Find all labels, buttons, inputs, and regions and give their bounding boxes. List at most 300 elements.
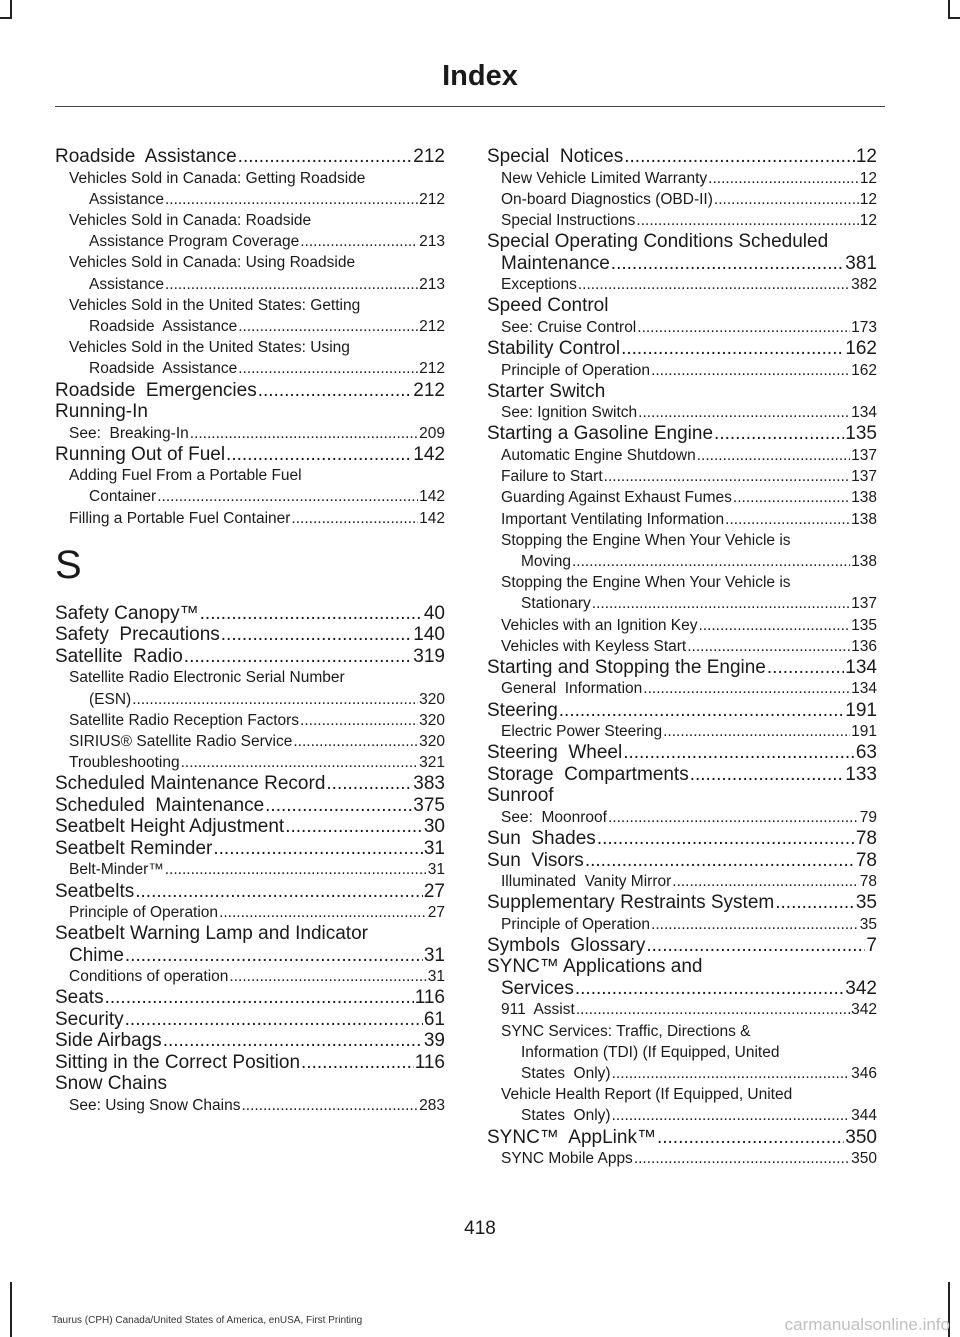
index-entry[interactable]: [55, 1073, 445, 1095]
index-subentry[interactable]: [487, 168, 877, 189]
dot-leader: [238, 146, 413, 168]
page-reference[interactable]: 137: [851, 468, 877, 486]
dot-leader: [238, 358, 418, 379]
index-subentry[interactable]: [487, 210, 877, 231]
entry-label: New Vehicle Limited Warranty: [501, 169, 708, 187]
page-reference[interactable]: 342: [845, 977, 877, 999]
entry-label: Conditions of operation: [69, 968, 229, 986]
entry-label: States Only): [521, 1107, 611, 1125]
entry-label: Vehicles Sold in Canada: Roadside: [69, 211, 312, 229]
index-subentry[interactable]: [487, 274, 877, 295]
page-reference[interactable]: 375: [413, 794, 445, 816]
crop-mark-top-left-horizontal: [0, 17, 12, 19]
index-entry[interactable]: [487, 935, 877, 957]
index-entry[interactable]: [55, 380, 445, 402]
entry-label: Seatbelts: [55, 880, 135, 902]
page-reference[interactable]: 12: [859, 190, 877, 208]
entry-label: Sitting in the Correct Position: [55, 1051, 301, 1073]
entry-label: Belt-Minder™: [69, 861, 164, 879]
dot-leader: [285, 816, 423, 838]
page-reference[interactable]: 12: [855, 146, 877, 167]
entry-label: Stopping the Engine When Your Vehicle is: [501, 574, 791, 592]
entry-label: Seatbelt Reminder: [55, 837, 213, 859]
section-letter: S: [55, 542, 82, 587]
entry-label: Steering Wheel: [487, 742, 623, 764]
index-subentry[interactable]: [487, 530, 877, 572]
dot-leader: [608, 807, 859, 828]
watermark: carmanualsonline.info: [784, 1315, 950, 1334]
entry-label: Starting and Stopping the Engine: [487, 656, 766, 678]
page-reference[interactable]: 31: [423, 837, 445, 859]
dot-leader: [132, 689, 418, 710]
index-subentry[interactable]: [487, 317, 877, 338]
dot-leader: [643, 678, 850, 699]
dot-leader: [638, 402, 850, 423]
index-entry[interactable]: [487, 742, 877, 764]
index-subentry[interactable]: [55, 859, 445, 880]
entry-label: See: Moonroof: [501, 808, 607, 826]
entry-label: General Information: [501, 680, 643, 698]
index-entry[interactable]: [487, 1127, 877, 1149]
page-reference[interactable]: 27: [427, 904, 445, 922]
index-entry[interactable]: [55, 646, 445, 668]
index-subentry[interactable]: [487, 487, 877, 508]
entry-label: Stability Control: [487, 338, 621, 360]
dot-leader: [165, 189, 418, 210]
entry-label: See: Using Snow Chains: [69, 1096, 241, 1114]
page-reference[interactable]: 213: [419, 233, 445, 251]
index-entry[interactable]: [55, 444, 445, 466]
page-reference[interactable]: 136: [851, 637, 877, 655]
index-entry[interactable]: [487, 956, 877, 999]
page-reference[interactable]: 135: [845, 423, 877, 445]
dot-leader: [200, 603, 423, 625]
entry-label: Roadside Assistance: [55, 146, 237, 167]
dot-leader: [621, 338, 844, 360]
page-reference[interactable]: 134: [851, 680, 877, 698]
index-subentry[interactable]: [55, 295, 445, 337]
index-entry[interactable]: [487, 381, 877, 403]
crop-mark-top-right-horizontal: [948, 17, 960, 19]
dot-leader: [775, 892, 855, 914]
page-reference[interactable]: 116: [414, 987, 445, 1009]
page-reference[interactable]: 138: [851, 552, 877, 570]
dot-leader: [229, 966, 426, 987]
entry-label: SIRIUS® Satellite Radio Service: [69, 732, 293, 750]
index-subentry[interactable]: [55, 752, 445, 773]
entry-label: Scheduled Maintenance: [55, 794, 265, 816]
dot-leader: [690, 764, 845, 786]
dot-leader: [646, 935, 865, 957]
index-column-right: [487, 146, 877, 1169]
dot-leader: [105, 987, 414, 1009]
dot-leader: [238, 316, 418, 337]
dot-leader: [611, 253, 845, 275]
entry-label: See: Cruise Control: [501, 318, 637, 336]
index-subentry[interactable]: [487, 871, 877, 892]
entry-label: Roadside Assistance: [89, 317, 238, 335]
dot-leader: [767, 657, 844, 679]
dot-leader: [301, 1052, 414, 1074]
page-reference[interactable]: 27: [423, 880, 445, 902]
entry-label: Satellite Radio: [55, 645, 183, 667]
index-entry[interactable]: [55, 987, 445, 1009]
index-subentry[interactable]: [487, 914, 877, 935]
index-subentry[interactable]: [55, 667, 445, 709]
dot-leader: [623, 742, 855, 764]
index-entry[interactable]: [55, 795, 445, 817]
page-reference[interactable]: 346: [851, 1065, 877, 1083]
dot-leader: [184, 646, 413, 668]
entry-label: SYNC™ Applications and: [487, 956, 703, 978]
edition-footer: Taurus (CPH) Canada/United States of America, enUSA, First Printing: [52, 1315, 363, 1326]
entry-label: Automatic Engine Shutdown: [501, 446, 696, 464]
page-reference[interactable]: 40: [423, 602, 445, 624]
dot-leader: [651, 914, 859, 935]
entry-label: Steering: [487, 699, 558, 721]
entry-label: Stopping the Engine When Your Vehicle is: [501, 531, 791, 549]
index-subentry[interactable]: [55, 168, 445, 210]
dot-leader: [634, 1148, 850, 1169]
entry-label: Assistance Program Coverage: [89, 233, 300, 251]
index-subentry[interactable]: [487, 1148, 877, 1169]
dot-leader: [293, 731, 418, 752]
index-subentry[interactable]: [55, 710, 445, 731]
index-entry[interactable]: [487, 295, 877, 317]
entry-label: Scheduled Maintenance Record: [55, 773, 326, 795]
entry-label: Starting a Gasoline Engine: [487, 423, 714, 445]
index-entry[interactable]: [55, 816, 445, 838]
entry-label: Sun Shades: [487, 828, 596, 850]
page-reference[interactable]: 319: [413, 645, 445, 667]
page-reference[interactable]: 212: [413, 379, 445, 401]
entry-label: Security: [55, 1008, 124, 1030]
entry-label: Special Notices: [487, 146, 624, 167]
page-reference[interactable]: 116: [414, 1051, 445, 1073]
index-subentry[interactable]: [55, 252, 445, 294]
index-subentry[interactable]: [55, 508, 445, 529]
dot-leader: [636, 210, 858, 231]
index-entry[interactable]: [55, 146, 445, 168]
page-number: 418: [464, 1218, 496, 1239]
index-subentry[interactable]: [487, 1084, 877, 1126]
index-column-left: [55, 146, 445, 1116]
entry-label: Stationary: [521, 595, 591, 613]
dot-leader: [258, 380, 413, 402]
page-reference[interactable]: 31: [427, 861, 445, 879]
dot-leader: [326, 773, 412, 795]
index-subentry[interactable]: [487, 999, 877, 1020]
entry-label: SYNC Mobile Apps: [501, 1150, 633, 1168]
index-entry[interactable]: [55, 923, 445, 966]
dot-leader: [714, 189, 859, 210]
page-reference[interactable]: 63: [855, 742, 877, 764]
page-reference[interactable]: 320: [419, 732, 445, 750]
entry-label: Satellite Radio Electronic Serial Number: [69, 669, 345, 687]
page-reference[interactable]: 138: [851, 489, 877, 507]
entry-label: Satellite Radio Reception Factors: [69, 711, 300, 729]
page-reference[interactable]: 212: [419, 190, 445, 208]
page-reference[interactable]: 350: [851, 1150, 877, 1168]
dot-leader: [219, 902, 427, 923]
dot-leader: [697, 445, 850, 466]
entry-label: Guarding Against Exhaust Fumes: [501, 489, 732, 507]
entry-label: Seatbelt Warning Lamp and Indicator: [55, 923, 368, 945]
page-reference[interactable]: 35: [859, 915, 877, 933]
dot-leader: [265, 795, 412, 817]
page-reference[interactable]: 212: [419, 317, 445, 335]
entry-label: 911 Assist: [501, 1001, 575, 1019]
index-entry[interactable]: [487, 146, 877, 168]
dot-leader: [572, 551, 850, 572]
index-subentry[interactable]: [487, 678, 877, 699]
page-reference[interactable]: 140: [413, 624, 445, 646]
dot-leader: [157, 486, 418, 507]
page-reference[interactable]: 320: [419, 711, 445, 729]
index-entry[interactable]: [55, 603, 445, 625]
dot-leader: [165, 274, 418, 295]
page-reference[interactable]: 212: [419, 360, 445, 378]
dot-leader: [575, 978, 844, 1000]
entry-label: Principle of Operation: [501, 361, 651, 379]
entry-label: Sun Visors: [487, 849, 584, 871]
page-reference[interactable]: 134: [851, 404, 877, 422]
page-reference[interactable]: 7: [866, 934, 877, 956]
dot-leader: [213, 838, 422, 860]
index-entry[interactable]: [55, 624, 445, 646]
index-subentry[interactable]: [487, 509, 877, 530]
entry-label: Seats: [55, 987, 104, 1009]
dot-leader: [300, 710, 418, 731]
page-reference[interactable]: 162: [851, 361, 877, 379]
entry-label: Assistance: [89, 190, 164, 208]
index-entry[interactable]: [487, 423, 877, 445]
dot-leader: [163, 1030, 423, 1052]
entry-label: Vehicles with Keyless Start: [501, 637, 687, 655]
entry-label: Container: [89, 488, 157, 506]
entry-label: Information (TDI) (If Equipped, United: [521, 1043, 780, 1061]
entry-label: Vehicle Health Report (If Equipped, United: [501, 1086, 793, 1104]
dot-leader: [221, 624, 413, 646]
page-reference[interactable]: 31: [423, 944, 445, 966]
entry-label: On-board Diagnostics (OBD-II): [501, 190, 713, 208]
entry-label: Vehicles Sold in Canada: Getting Roadside: [69, 169, 366, 187]
page-reference[interactable]: 321: [419, 754, 445, 772]
crop-mark-top-right-vertical: [948, 0, 950, 18]
entry-label: Assistance: [89, 275, 164, 293]
index-subentry[interactable]: [487, 402, 877, 423]
index-entry[interactable]: [487, 892, 877, 914]
index-entry[interactable]: [55, 838, 445, 860]
page-reference[interactable]: 78: [855, 849, 877, 871]
page-reference[interactable]: 138: [851, 510, 877, 528]
page-reference[interactable]: 342: [851, 1001, 877, 1019]
index-subentry[interactable]: [55, 210, 445, 252]
entry-label: Symbols Glossary: [487, 934, 646, 956]
dot-leader: [165, 859, 427, 880]
entry-label: SYNC Services: Traffic, Directions &: [501, 1022, 751, 1040]
page-reference[interactable]: 135: [851, 616, 877, 634]
index-subentry[interactable]: [55, 731, 445, 752]
page-title: Index: [442, 60, 518, 92]
index-subentry[interactable]: [55, 465, 445, 507]
page-reference[interactable]: 383: [413, 773, 445, 795]
index-entry[interactable]: [55, 773, 445, 795]
entry-label: Illuminated Vanity Mirror: [501, 873, 672, 891]
dot-leader: [300, 231, 418, 252]
dot-leader: [559, 700, 845, 722]
entry-label: Vehicles Sold in Canada: Using Roadside: [69, 254, 356, 272]
entry-label: Sunroof: [487, 785, 554, 807]
entry-label: Speed Control: [487, 295, 609, 317]
index-entry[interactable]: [55, 1052, 445, 1074]
entry-label: Seatbelt Height Adjustment: [55, 816, 285, 838]
dot-leader: [226, 444, 412, 466]
index-subentry[interactable]: [55, 966, 445, 987]
entry-label: Vehicles with an Ignition Key: [501, 616, 698, 634]
index-subentry[interactable]: [55, 423, 445, 444]
dot-leader: [181, 752, 419, 773]
page-reference[interactable]: 213: [419, 275, 445, 293]
crop-mark-bottom-left-vertical: [10, 1282, 12, 1337]
entry-label: See: Ignition Switch: [501, 404, 638, 422]
page-reference[interactable]: 344: [851, 1107, 877, 1125]
page-reference[interactable]: 79: [859, 808, 877, 826]
entry-label: Important Ventilating Information: [501, 510, 725, 528]
dot-leader: [651, 360, 850, 381]
entry-label: Safety Canopy™: [55, 602, 199, 624]
index-entry[interactable]: [487, 850, 877, 872]
dot-leader: [190, 423, 418, 444]
entry-label: Roadside Emergencies: [55, 379, 257, 401]
header-divider: [55, 106, 885, 107]
index-subentry[interactable]: [487, 360, 877, 381]
index-subentry[interactable]: [487, 189, 877, 210]
page-reference[interactable]: 283: [419, 1096, 445, 1114]
dot-leader: [657, 1127, 844, 1149]
page-reference[interactable]: 350: [845, 1126, 877, 1148]
page-reference[interactable]: 78: [859, 873, 877, 891]
index-subentry[interactable]: [487, 466, 877, 487]
crop-mark-top-left-vertical: [10, 0, 12, 18]
page-reference[interactable]: 209: [419, 424, 445, 442]
page-reference[interactable]: 134: [845, 656, 877, 678]
dot-leader: [733, 487, 850, 508]
page-reference[interactable]: 30: [423, 816, 445, 838]
index-entry[interactable]: [55, 1030, 445, 1052]
entry-label: Principle of Operation: [69, 904, 219, 922]
dot-leader: [585, 850, 855, 872]
page-reference[interactable]: 381: [845, 252, 877, 274]
entry-label: Services: [501, 977, 574, 999]
index-subentry[interactable]: [487, 807, 877, 828]
page-reference[interactable]: 162: [845, 338, 877, 360]
page-reference[interactable]: 142: [419, 509, 445, 527]
index-subentry[interactable]: [487, 721, 877, 742]
index-entry[interactable]: [487, 657, 877, 679]
dot-leader: [698, 615, 850, 636]
dot-leader: [612, 1105, 851, 1126]
entry-label: Troubleshooting: [69, 754, 180, 772]
entry-label: See: Breaking-In: [69, 424, 189, 442]
page-reference[interactable]: 142: [413, 443, 445, 465]
index-entry[interactable]: [487, 231, 877, 274]
index-subentry[interactable]: [487, 445, 877, 466]
entry-label: Vehicles Sold in the United States: Using: [69, 339, 350, 357]
dot-leader: [672, 871, 858, 892]
entry-label: Roadside Assistance: [89, 360, 238, 378]
entry-label: Snow Chains: [55, 1073, 167, 1095]
dot-leader: [663, 721, 850, 742]
page-reference[interactable]: 133: [845, 763, 877, 785]
index-entry[interactable]: [55, 881, 445, 903]
index-subentry[interactable]: [487, 615, 877, 636]
entry-label: Safety Precautions: [55, 624, 220, 646]
page-reference[interactable]: 212: [413, 146, 445, 167]
dot-leader: [687, 636, 850, 657]
entry-label: Chime: [69, 944, 124, 966]
dot-leader: [241, 1095, 418, 1116]
page-reference[interactable]: 382: [851, 276, 877, 294]
page-reference[interactable]: 137: [851, 595, 877, 613]
dot-leader: [592, 593, 850, 614]
page-reference[interactable]: 12: [859, 169, 877, 187]
dot-leader: [637, 317, 850, 338]
page-reference[interactable]: 142: [419, 488, 445, 506]
entry-label: Failure to Start: [501, 468, 603, 486]
dot-leader: [291, 508, 418, 529]
dot-leader: [597, 828, 855, 850]
index-subentry[interactable]: [487, 572, 877, 614]
index-entry[interactable]: [55, 401, 445, 423]
entry-label: Special Operating Conditions Scheduled: [487, 231, 829, 253]
page-reference[interactable]: 137: [851, 446, 877, 464]
index-subentry[interactable]: [55, 902, 445, 923]
page-reference[interactable]: 39: [423, 1030, 445, 1052]
index-subentry[interactable]: [55, 1095, 445, 1116]
entry-label: Moving: [521, 552, 571, 570]
page-reference[interactable]: 191: [845, 699, 877, 721]
page-reference[interactable]: 31: [427, 968, 445, 986]
dot-leader: [725, 509, 850, 530]
entry-label: Maintenance: [501, 252, 610, 274]
entry-label: Electric Power Steering: [501, 723, 663, 741]
entry-label: Side Airbags: [55, 1030, 162, 1052]
entry-label: Principle of Operation: [501, 915, 651, 933]
entry-label: States Only): [521, 1065, 611, 1083]
index-entry[interactable]: [487, 828, 877, 850]
page-reference[interactable]: 61: [423, 1008, 445, 1030]
index-entry[interactable]: [487, 785, 877, 807]
index-subentry[interactable]: [487, 636, 877, 657]
page-reference[interactable]: 191: [851, 723, 877, 741]
page-reference[interactable]: 320: [419, 690, 445, 708]
page-reference[interactable]: 35: [855, 892, 877, 914]
entry-label: Supplementary Restraints System: [487, 892, 775, 914]
entry-label: Running-In: [55, 401, 148, 423]
index-entry[interactable]: [487, 764, 877, 786]
dot-leader: [624, 146, 855, 168]
page-reference[interactable]: 12: [859, 211, 877, 229]
index-subentry[interactable]: [55, 337, 445, 379]
page-reference[interactable]: 173: [851, 318, 877, 336]
index-subentry[interactable]: [487, 1021, 877, 1085]
entry-label: Adding Fuel From a Portable Fuel: [69, 467, 302, 485]
index-entry[interactable]: [487, 338, 877, 360]
index-entry[interactable]: [487, 700, 877, 722]
index-entry[interactable]: [55, 1009, 445, 1031]
page-reference[interactable]: 78: [855, 828, 877, 850]
